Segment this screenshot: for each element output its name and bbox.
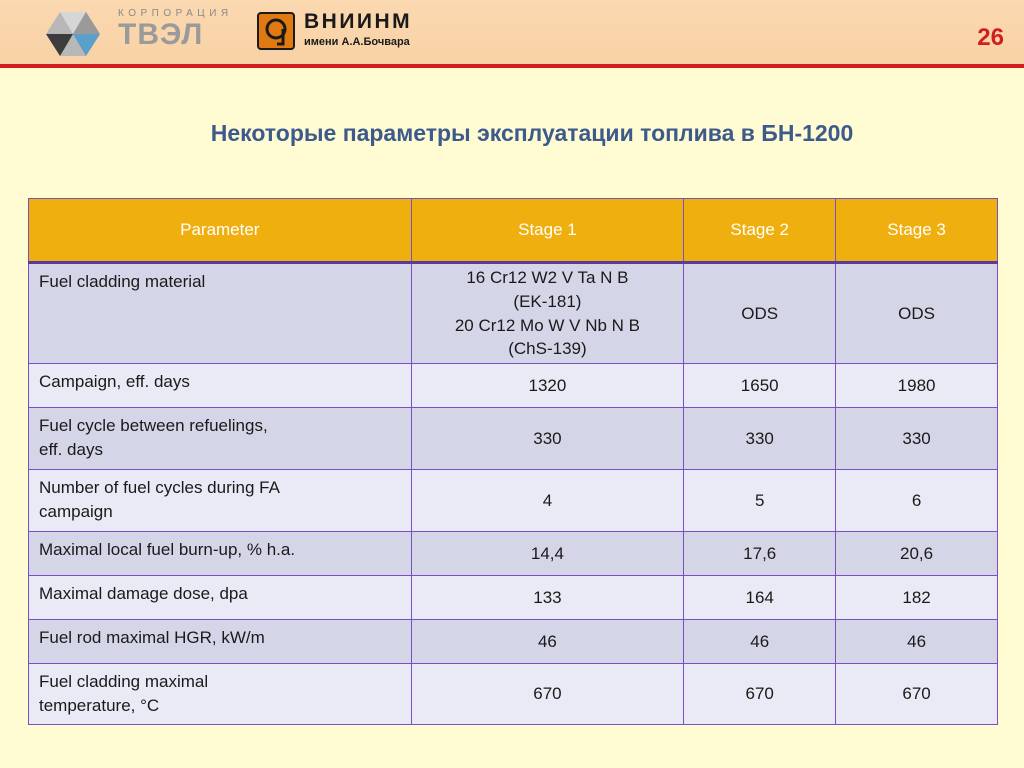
institute-name: ВНИИНМ [304, 10, 413, 33]
stage-1-cell: 670 [411, 664, 684, 725]
stage-2-cell: 17,6 [684, 532, 836, 576]
stage-1-cell: 46 [411, 620, 684, 664]
page-number: 26 [977, 24, 1004, 51]
table-row [29, 620, 998, 664]
table-row [29, 263, 998, 364]
table-header-row [29, 199, 998, 263]
stage-2-cell: 5 [684, 470, 836, 532]
table-row [29, 470, 998, 532]
corp-name: ТВЭЛ [118, 18, 204, 51]
stage-3-cell: 182 [836, 576, 998, 620]
stage-2-cell: 1650 [684, 364, 836, 408]
stage-3-cell: 6 [836, 470, 998, 532]
corp-label: КОРПОРАЦИЯ [118, 8, 233, 19]
stage-2-cell: 670 [684, 664, 836, 725]
param-cell [29, 408, 412, 470]
slide-title: Некоторые параметры эксплуатации топлива в БН-1200 [210, 120, 854, 146]
institute-logo-icon [257, 12, 295, 50]
param-cell: Campaign, eff. days [29, 364, 412, 408]
parameters-table [28, 198, 998, 725]
table-row [29, 664, 998, 725]
stage-3-cell: 20,6 [836, 532, 998, 576]
cell-line: campaign [39, 501, 113, 521]
stage-3-cell: 330 [836, 408, 998, 470]
param-cell [29, 470, 412, 532]
stage-1-cell: 14,4 [411, 532, 684, 576]
stage-3-cell: ODS [836, 263, 998, 364]
cell-line: Number of fuel cycles during FA [39, 478, 280, 498]
table-row [29, 364, 998, 408]
cell-line: eff. days [39, 439, 103, 459]
cell-line: (EK-181) [513, 291, 582, 311]
param-cell: Fuel rod maximal HGR, kW/m [29, 620, 412, 664]
stage-1-cell: 1320 [411, 364, 684, 408]
cell-line: temperature, °C [39, 695, 160, 715]
table-row [29, 408, 998, 470]
slide-header [0, 0, 1024, 68]
tvel-logo-icon [38, 8, 108, 58]
header-stage-2: Stage 2 [684, 199, 836, 263]
cell-line: 20 Cr12 Mo W V Nb N B [454, 315, 641, 335]
stage-1-cell [411, 263, 684, 364]
table-row [29, 532, 998, 576]
stage-1-cell: 133 [411, 576, 684, 620]
cell-line: (ChS-139) [508, 339, 587, 359]
table-row [29, 576, 998, 620]
stage-2-cell: 330 [684, 408, 836, 470]
header-parameter: Parameter [29, 199, 412, 263]
stage-1-cell: 4 [411, 470, 684, 532]
stage-3-cell: 46 [836, 620, 998, 664]
stage-2-cell: 164 [684, 576, 836, 620]
cell-line: Fuel cladding maximal [39, 672, 209, 692]
stage-2-cell: ODS [684, 263, 836, 364]
param-cell: Maximal local fuel burn-up, % h.a. [29, 532, 412, 576]
institute-subtitle: имени А.А.Бочвара [304, 36, 410, 48]
param-cell: Maximal damage dose, dpa [29, 576, 412, 620]
cell-line: Fuel cycle between refuelings, [39, 416, 268, 436]
stage-1-cell: 330 [411, 408, 684, 470]
header-stage-1: Stage 1 [411, 199, 684, 263]
stage-3-cell: 1980 [836, 364, 998, 408]
param-cell [29, 664, 412, 725]
stage-3-cell: 670 [836, 664, 998, 725]
header-stage-3: Stage 3 [836, 199, 998, 263]
param-cell: Fuel cladding material [29, 263, 412, 364]
stage-2-cell: 46 [684, 620, 836, 664]
cell-line: 16 Cr12 W2 V Ta N B [466, 268, 629, 287]
